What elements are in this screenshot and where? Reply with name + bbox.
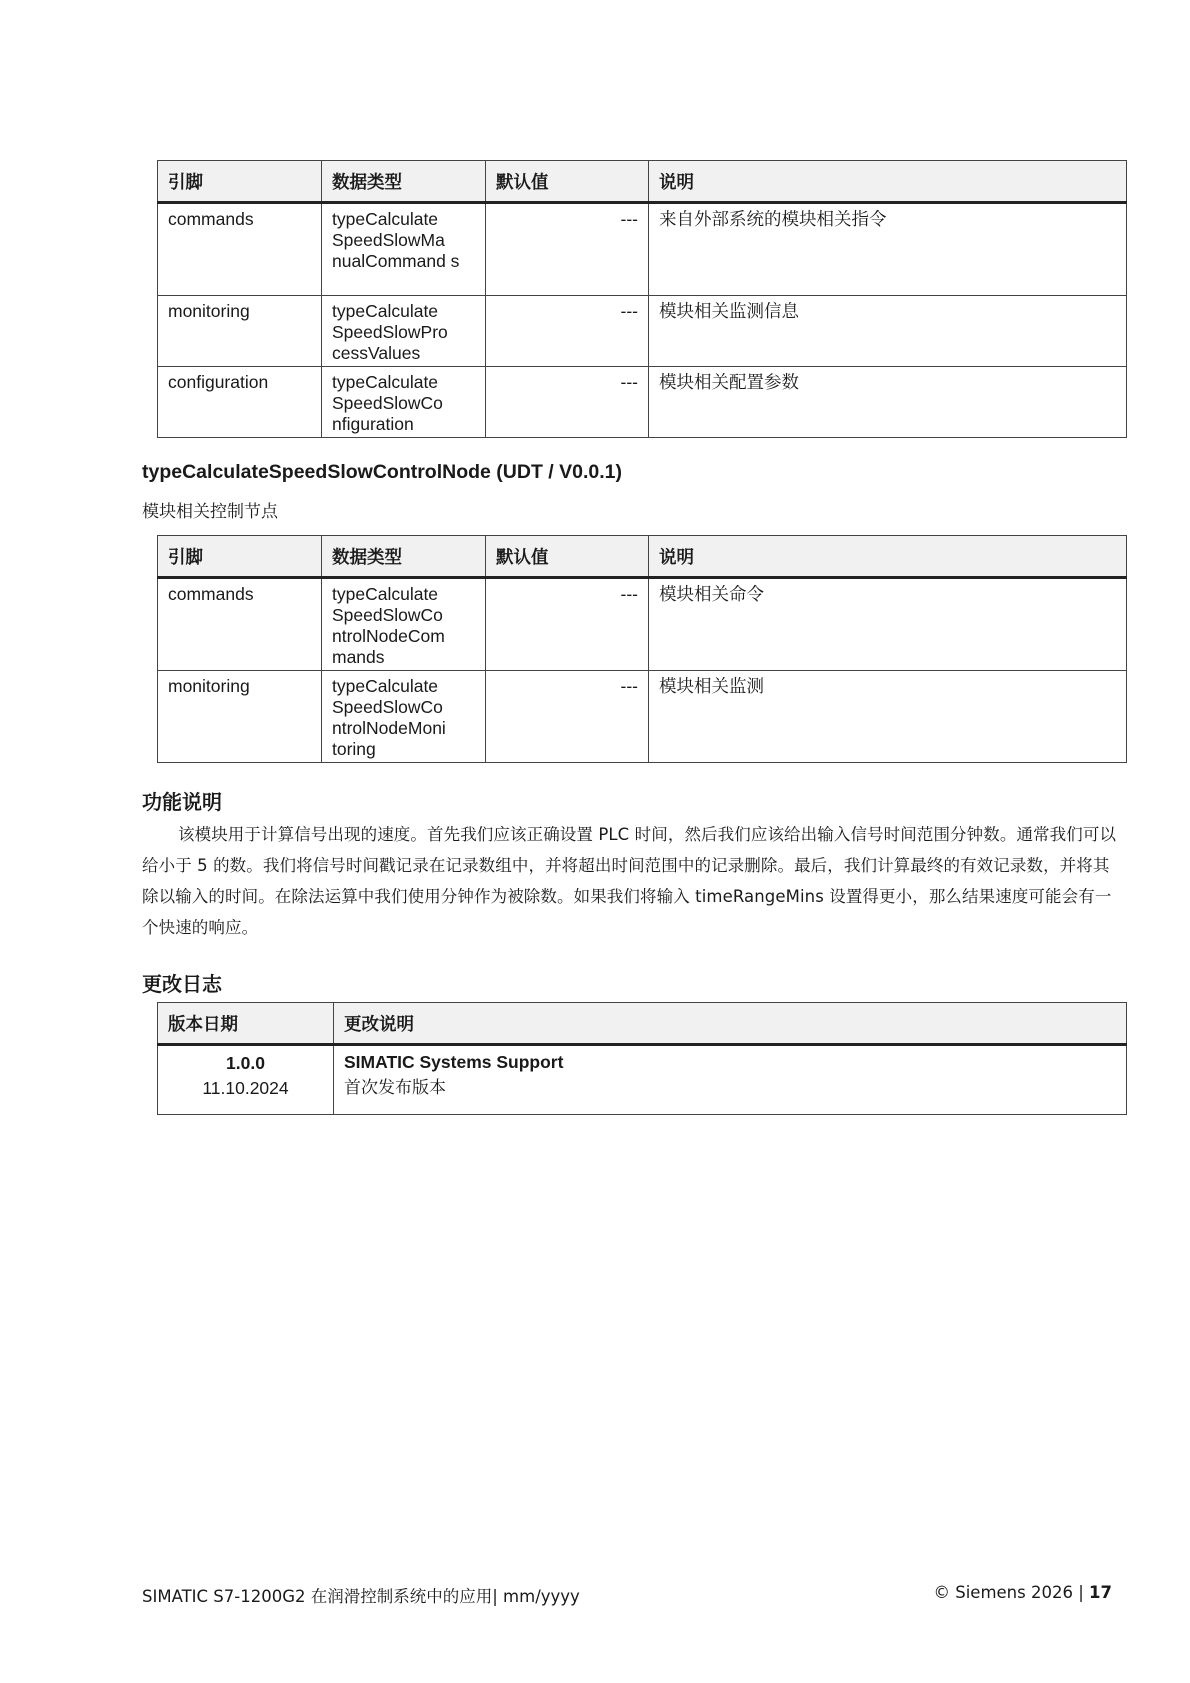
header-datatype: 数据类型 — [322, 161, 486, 203]
header-default: 默认值 — [486, 161, 649, 203]
description: 来自外部系统的模块相关指令 — [649, 203, 1127, 296]
pin-name: monitoring — [158, 671, 322, 763]
pin-table-2 — [157, 535, 1127, 763]
table-header-row — [158, 1003, 1127, 1045]
data-type: typeCalculate SpeedSlowMa nualCommand s — [322, 203, 486, 296]
table-row — [158, 671, 1127, 763]
change-text: 首次发布版本 — [344, 1078, 446, 1097]
pin-name: monitoring — [158, 296, 322, 367]
table-row — [158, 203, 1127, 296]
data-type: typeCalculate SpeedSlowPro cessValues — [322, 296, 486, 367]
changelog-heading: 更改日志 — [142, 972, 222, 996]
header-change: 更改说明 — [334, 1003, 1127, 1045]
table-row — [158, 367, 1127, 438]
default-value: --- — [486, 671, 649, 763]
footer-copyright: © Siemens 2026 | — [933, 1583, 1084, 1602]
header-pin: 引脚 — [158, 161, 322, 203]
header-pin: 引脚 — [158, 536, 322, 578]
description: 模块相关监测 — [649, 671, 1127, 763]
pin-name: commands — [158, 578, 322, 671]
default-value: --- — [486, 367, 649, 438]
version-number: 1.0.0 — [226, 1053, 265, 1073]
header-datatype: 数据类型 — [322, 536, 486, 578]
version-cell — [158, 1045, 334, 1115]
function-description: 该模块用于计算信号出现的速度。首先我们应该正确设置 PLC 时间，然后我们应该给出输入信号时间范围分钟数。通常我们可以给小于 5 的数。我们将信号时间戳记录在记录数组中，并将超出时间范围中的记录删除。最后，我们计算最终的有效记录数，并将其除以输入的时间。在除法运算中我们使用分钟作为被除数。如果我们将输入 timeRangeMins 设置得更小，那么结果速度可能会有一个快速的响应。 — [142, 825, 1117, 937]
table-header-row — [158, 161, 1127, 203]
pin-name: configuration — [158, 367, 322, 438]
version-date: 11.10.2024 — [202, 1078, 289, 1098]
page-number: 17 — [1089, 1583, 1112, 1602]
udt-subtitle: 模块相关控制节点 — [142, 502, 278, 522]
change-author: SIMATIC Systems Support — [344, 1052, 564, 1072]
changelog-table — [157, 1002, 1127, 1115]
default-value: --- — [486, 296, 649, 367]
default-value: --- — [486, 203, 649, 296]
header-default: 默认值 — [486, 536, 649, 578]
default-value: --- — [486, 578, 649, 671]
description: 模块相关命令 — [649, 578, 1127, 671]
udt-heading: typeCalculateSpeedSlowControlNode (UDT / V0.0.1) — [142, 461, 622, 483]
pin-name: commands — [158, 203, 322, 296]
header-description: 说明 — [649, 536, 1127, 578]
header-description: 说明 — [649, 161, 1127, 203]
table-row — [158, 1045, 1127, 1115]
footer-right — [934, 1583, 1113, 1602]
pin-table-1 — [157, 160, 1127, 438]
description: 模块相关监测信息 — [649, 296, 1127, 367]
table-row — [158, 296, 1127, 367]
data-type: typeCalculate SpeedSlowCo ntrolNodeCom mands — [322, 578, 486, 671]
footer-title: SIMATIC S7-1200G2 在润滑控制系统中的应用| mm/yyyy — [142, 1587, 580, 1606]
table-row — [158, 578, 1127, 671]
description: 模块相关配置参数 — [649, 367, 1127, 438]
change-cell — [334, 1045, 1127, 1115]
table-header-row — [158, 536, 1127, 578]
function-heading: 功能说明 — [142, 790, 222, 814]
data-type: typeCalculate SpeedSlowCo nfiguration — [322, 367, 486, 438]
header-version-date: 版本日期 — [158, 1003, 334, 1045]
data-type: typeCalculate SpeedSlowCo ntrolNodeMoni toring — [322, 671, 486, 763]
